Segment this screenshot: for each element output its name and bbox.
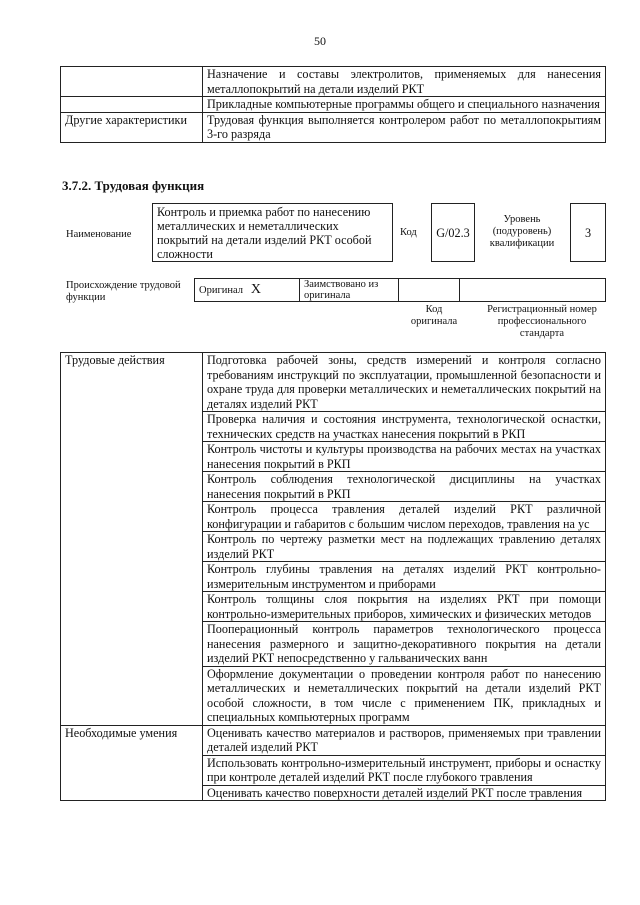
level-value: 3 <box>570 203 606 262</box>
level-label: Уровень (подуровень) квалификации <box>489 214 555 249</box>
table-cell: Оценивать качество поверхности деталей изделий РКТ после травления <box>203 785 606 801</box>
original-mark: X <box>250 282 261 297</box>
table-cell: Контроль процесса травления деталей изделий РКТ различной конфигурации и габаритов с большим числом переходов, травления на ус <box>203 502 606 532</box>
table-cell: Контроль толщины слоя покрытия на изделиях РКТ при помощи контрольно-измерительных приборов, химических и физических методов <box>203 592 606 622</box>
reg-number-cell <box>460 279 606 302</box>
name-label: Наименование <box>66 229 132 240</box>
row-label: Трудовые действия <box>61 353 203 726</box>
table-cell: Назначение и составы электролитов, применяемых для нанесения металлопокрытий на детали изделий РКТ <box>203 67 606 97</box>
function-name: Контроль и приемка работ по нанесению металлических и неметаллических покрытий на детали изделий РКТ особой сложности <box>152 203 393 262</box>
code-original-cell <box>399 279 460 302</box>
table-row <box>195 279 606 302</box>
code-value: G/02.3 <box>431 203 475 262</box>
table-cell: Подготовка рабочей зоны, средств измерений и контроля согласно требованиям инструкций по эксплуатации, промышленной безопасности и охране труда для проверки металлических и неметаллических покрытий на деталях изделий РКТ <box>203 353 606 412</box>
original-cell <box>195 279 300 302</box>
table-row <box>61 725 606 755</box>
origin-table <box>194 278 606 302</box>
table-row <box>61 97 606 113</box>
table-cell: Контроль чистоты и культуры производства на рабочих местах на участках нанесения покрытий в РКП <box>203 442 606 472</box>
code-original-caption: Код оригинала <box>410 304 458 327</box>
table-cell: Контроль по чертежу разметки мест на подлежащих травлению деталях изделий РКТ <box>203 532 606 562</box>
borrowed-cell: Заимствовано из оригинала <box>300 279 399 302</box>
origin-label: Происхождение трудовой функции <box>66 280 181 303</box>
table-cell: Использовать контрольно-измерительный инструмент, приборы и оснастку при контроле деталей изделий РКТ после глубокого травления <box>203 755 606 785</box>
original-label: Оригинал <box>199 285 243 296</box>
table-cell: Пооперационный контроль параметров технологического процесса нанесения размерного и защитно-декоративного покрытия на детали изделий РКТ непосредственно у гальванических ванн <box>203 622 606 667</box>
section-title: 3.7.2. Трудовая функция <box>62 178 205 193</box>
top-table <box>60 66 606 143</box>
table-cell: Оценивать качество материалов и растворов, применяемых при травлении деталей изделий РКТ <box>203 725 606 755</box>
table-cell: Оформление документации о проведении контроля работ по нанесению металлических и неметаллических покрытий на детали изделий РКТ особой сложности, в том числе с применением ПК, прикладных и специальных компьютерных программ <box>203 666 606 725</box>
table-cell: Проверка наличия и состояния инструмента, технологической оснастки, технических средств на участках нанесения покрытий в РКП <box>203 412 606 442</box>
row-label <box>61 67 203 97</box>
table-cell: Контроль глубины травления на деталях изделий РКТ контрольно-измерительным инструментом и приборами <box>203 562 606 592</box>
code-label: Код <box>400 227 417 238</box>
page-number: 50 <box>314 34 326 48</box>
table-row <box>61 67 606 97</box>
main-table <box>60 352 606 801</box>
row-label <box>61 97 203 113</box>
table-row <box>61 112 606 142</box>
table-cell: Трудовая функция выполняется контролером работ по металлопокрытиям 3-го разряда <box>203 112 606 142</box>
table-cell: Контроль соблюдения технологической дисциплины на участках нанесения покрытий в РКП <box>203 472 606 502</box>
table-row <box>61 353 606 412</box>
table-cell: Прикладные компьютерные программы общего и специального назначения <box>203 97 606 113</box>
reg-number-caption: Регистрационный номер профессионального стандарта <box>487 304 597 339</box>
row-label: Другие характеристики <box>61 112 203 142</box>
row-label: Необходимые умения <box>61 725 203 801</box>
